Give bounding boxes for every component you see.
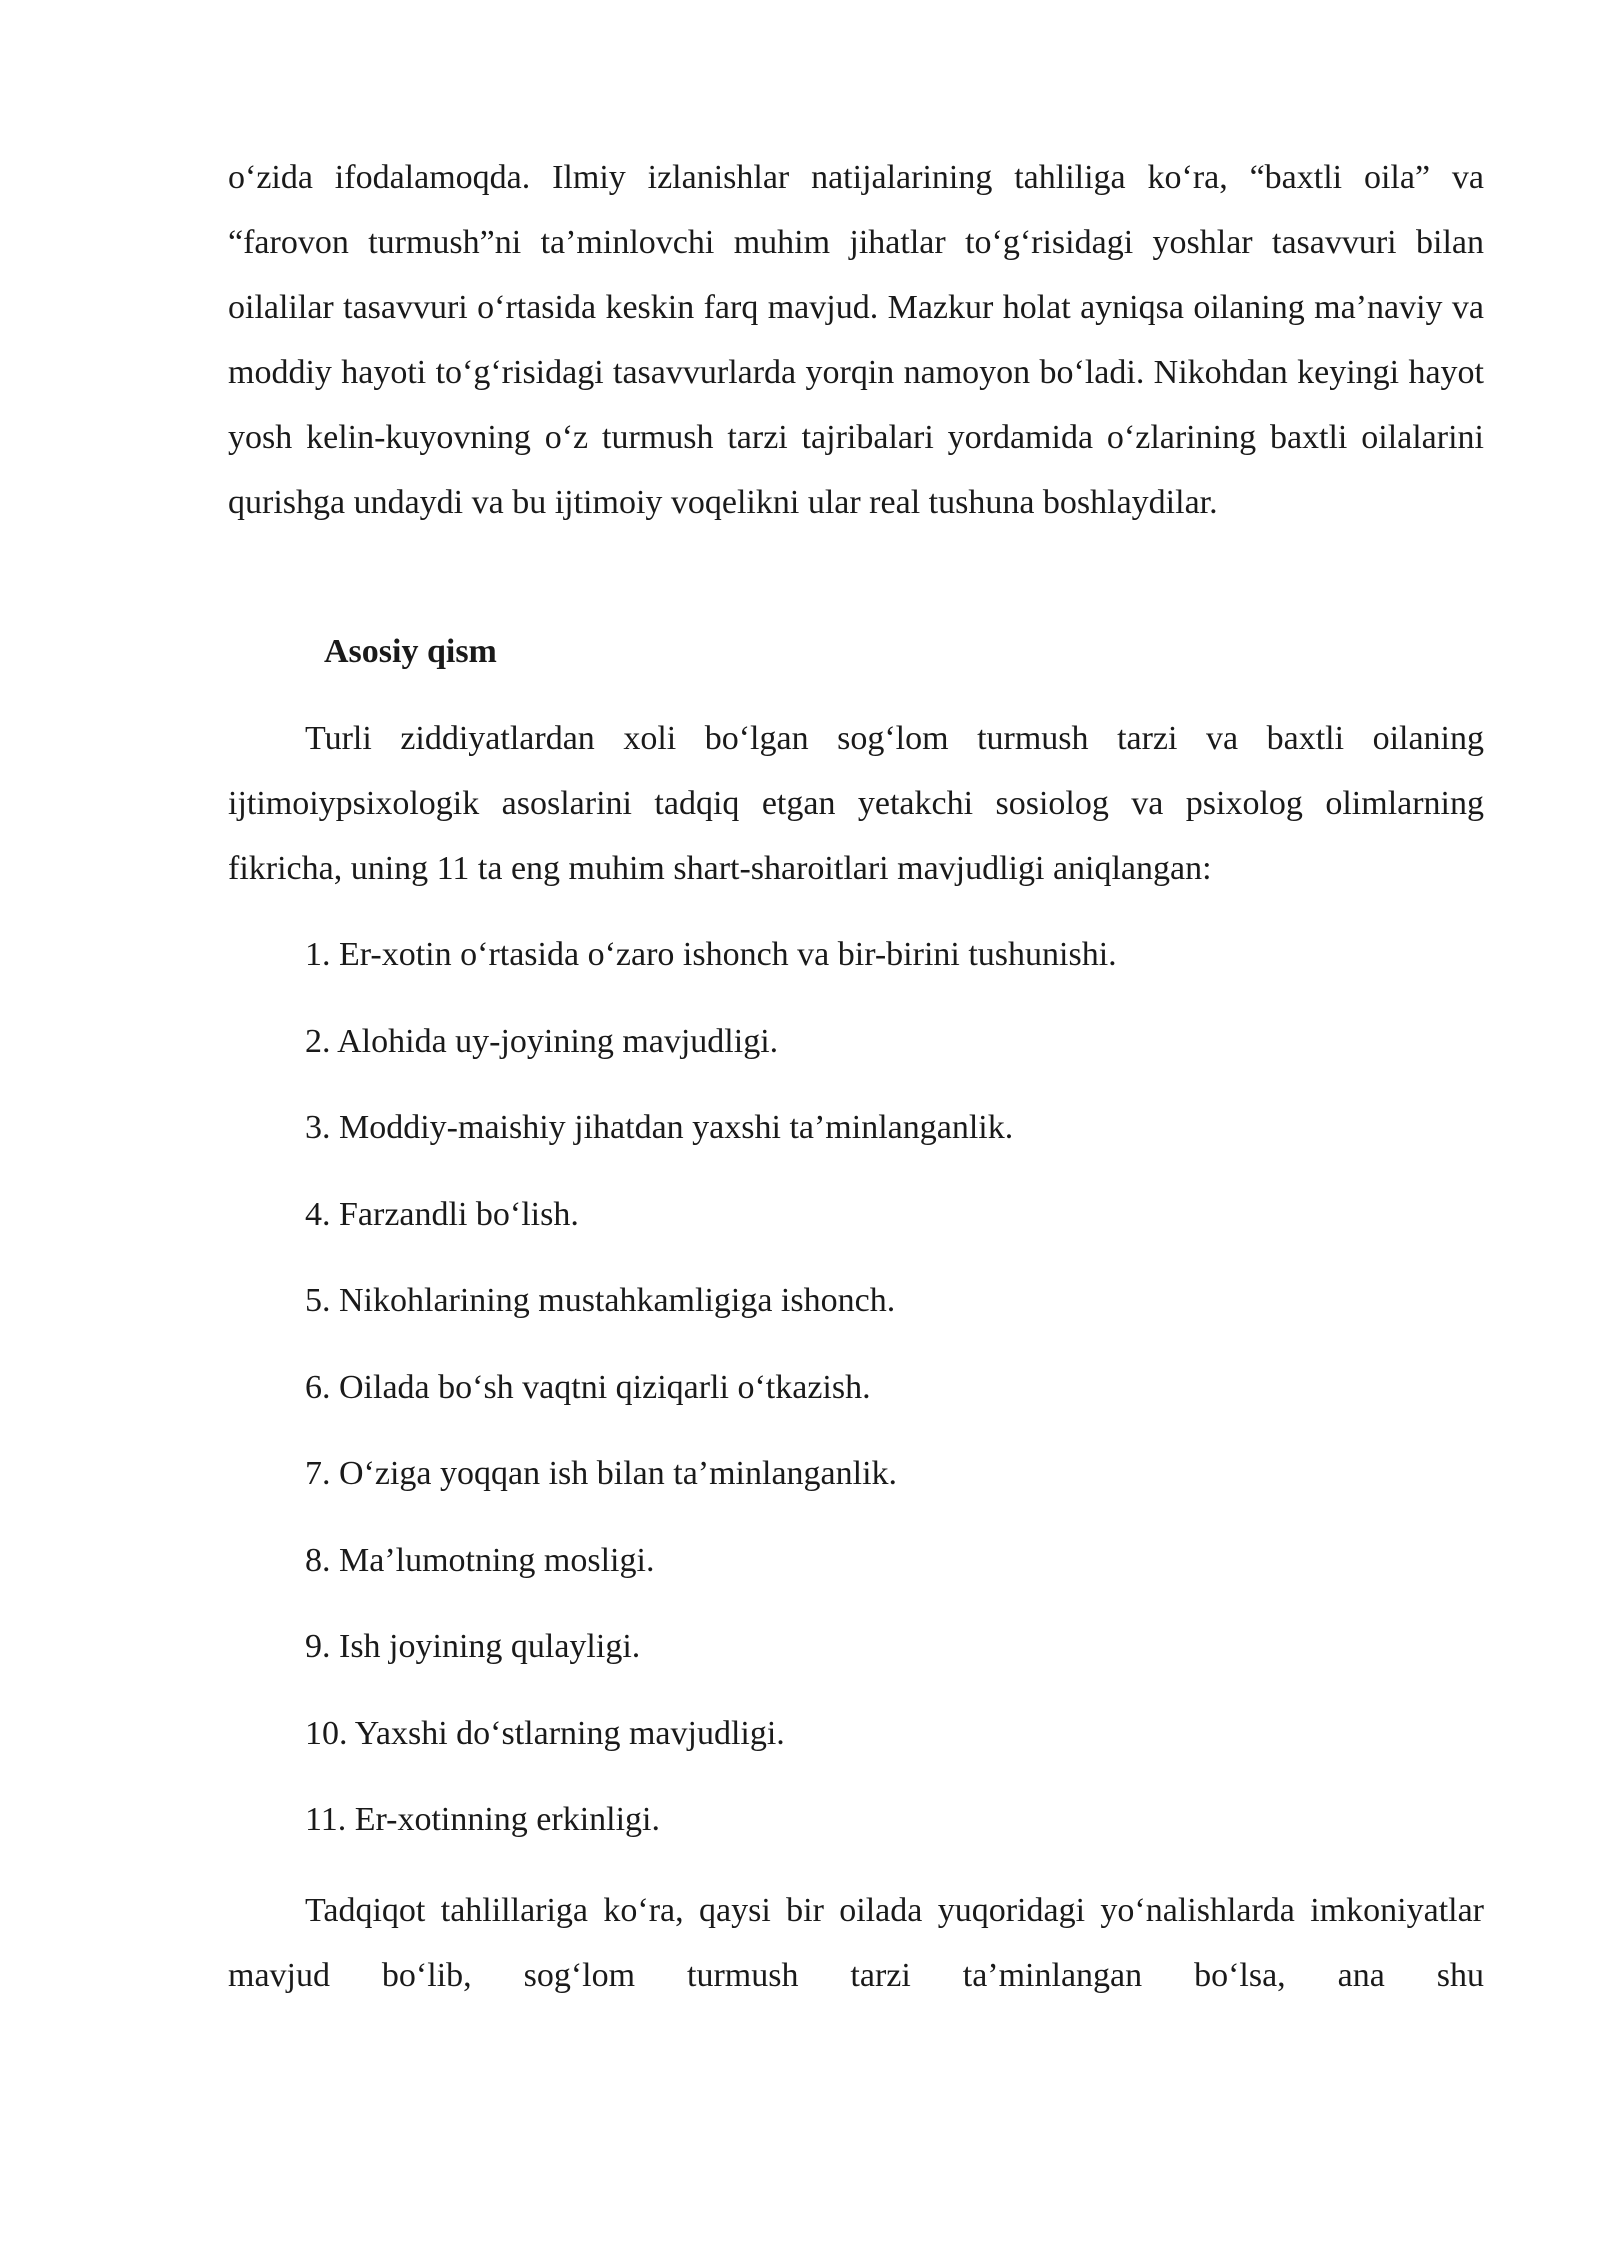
list-item: 7. O‘ziga yoqqan ish bilan ta’minlanganlik. <box>305 1455 898 1492</box>
list-item: 1. Er-xotin o‘rtasida o‘zaro ishonch va bir-birini tushunishi. <box>305 936 1117 973</box>
list-item: 8. Ma’lumotning mosligi. <box>305 1541 655 1579</box>
list-item: 11. Er-xotinning erkinligi. <box>305 1801 661 1838</box>
list-item: 5. Nikohlarining mustahkamligiga ishonch. <box>305 1282 896 1319</box>
list-item: 4. Farzandli bo‘lish. <box>305 1195 579 1233</box>
intro-block <box>228 145 1484 535</box>
list-item: 3. Moddiy-maishiy jihatdan yaxshi ta’minlanganlik. <box>305 1109 1014 1146</box>
closing-block <box>228 1878 1484 2008</box>
section-heading: Asosiy qism <box>324 633 497 670</box>
list-item: 9. Ish joyining qulayligi. <box>305 1628 641 1665</box>
conditions-list <box>228 922 1484 1852</box>
section-heading-block <box>228 619 1484 684</box>
conditions-block <box>228 922 1484 1874</box>
main-block <box>228 706 1484 901</box>
closing-paragraph: Tadqiqot tahlillariga ko‘ra, qaysi bir oilada yuqoridagi yo‘nalishlarda imkoniyatlar mavjud bo‘lib, sog‘lom turmush tarzi ta’minlangan bo‘lsa, ana shu <box>228 1892 1484 1994</box>
main-paragraph: Turli ziddiyatlardan xoli bo‘lgan sog‘lom turmush tarzi va baxtli oilaning ijtimoiypsixologik asoslarini tadqiq etgan yetakchi sosiolog va psixolog olimlarning fikricha, uning 11 ta eng muhim shart-sharoitlari mavjudligi aniqlangan: <box>228 720 1484 887</box>
list-item: 2. Alohida uy-joyining mavjudligi. <box>305 1022 779 1060</box>
list-item: 6. Oilada bo‘sh vaqtni qiziqarli o‘tkazish. <box>305 1368 871 1406</box>
intro-paragraph: o‘zida ifodalamoqda. Ilmiy izlanishlar natijalarining tahliliga ko‘ra, “baxtli oila” va “farovon turmush”ni ta’minlovchi muhim jihatlar to‘g‘risidagi yoshlar tasavvuri bilan oilalilar tasavvuri o‘rtasida keskin farq mavjud. Mazkur holat ayniqsa oilaning ma’naviy va moddiy hayoti to‘g‘risidagi tasavvurlarda yorqin namoyon bo‘ladi. Nikohdan keyingi hayot yosh kelin-kuyovning o‘z turmush tarzi tajribalari yordamida o‘zlarining baxtli oilalarini qurishga undaydi va bu ijtimoiy voqelikni ular real tushuna boshlaydilar. <box>228 159 1484 521</box>
list-item: 10. Yaxshi do‘stlarning mavjudligi. <box>305 1714 785 1752</box>
